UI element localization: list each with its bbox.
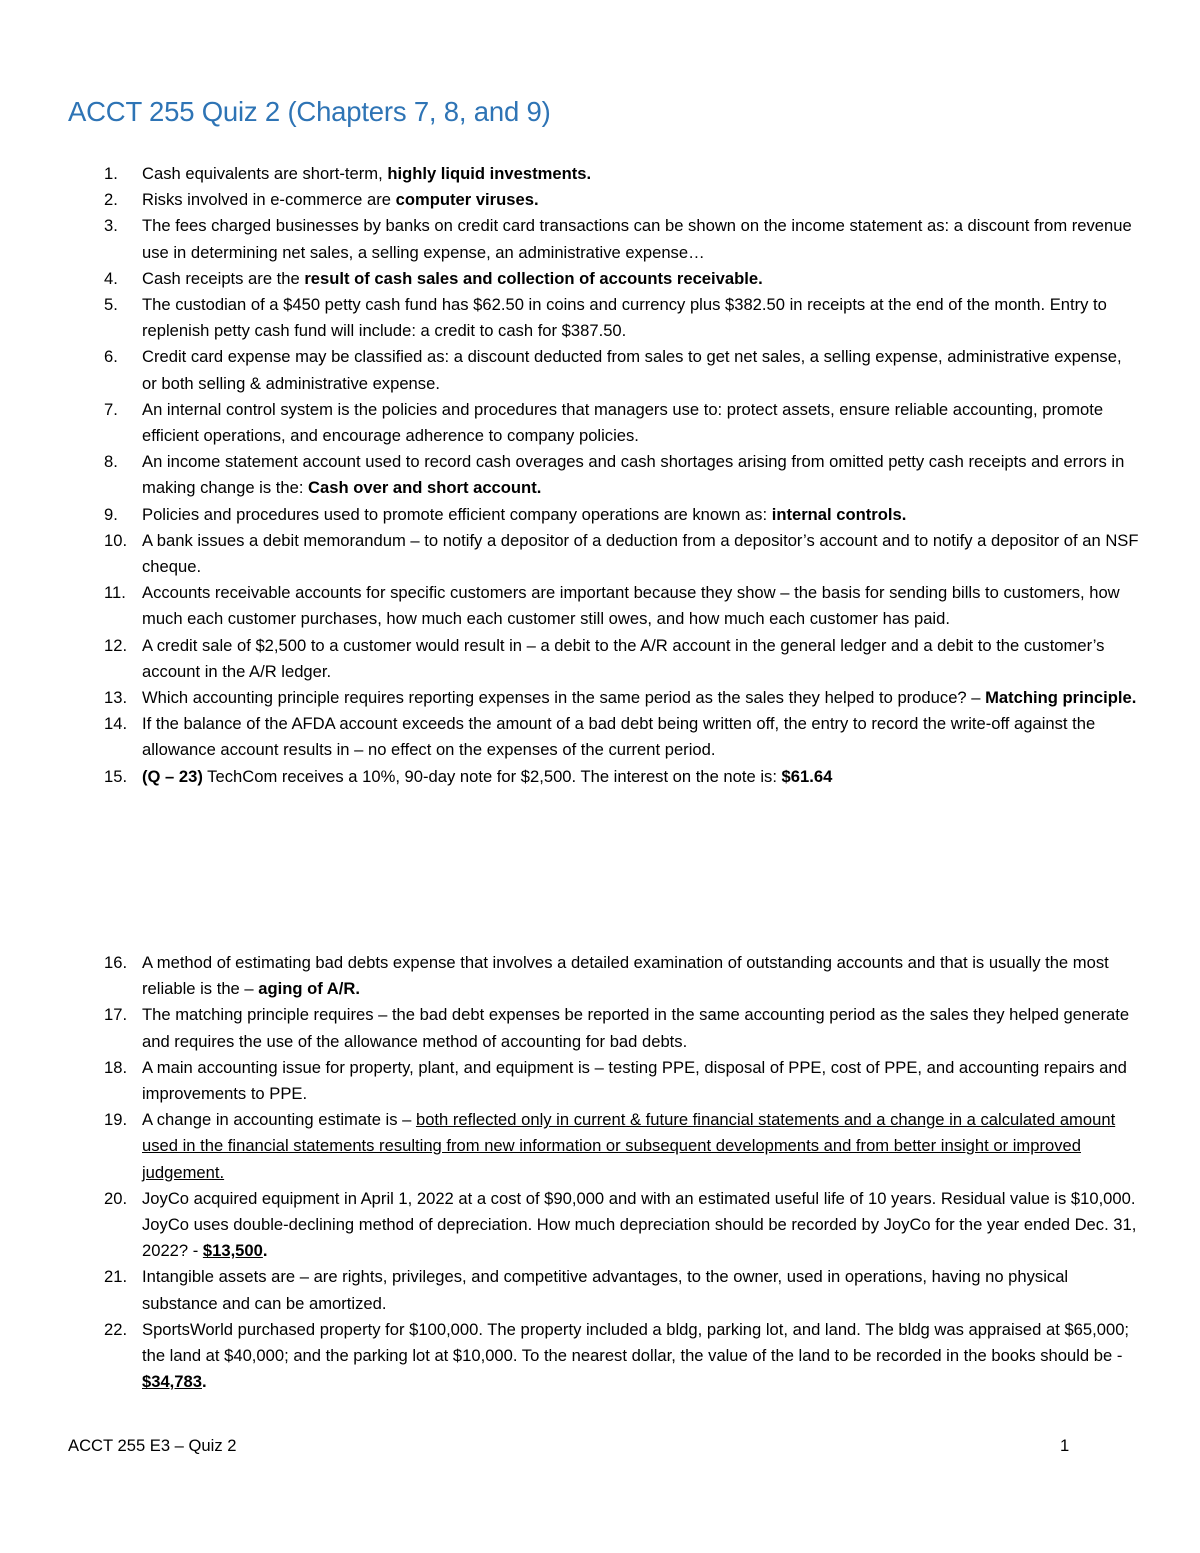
question-text: Policies and procedures used to promote efficient company operations are known as: xyxy=(142,504,772,524)
question-text: TechCom receives a 10%, 90-day note for $2,500. The interest on the note is: xyxy=(202,766,782,786)
question-item xyxy=(0,292,1200,344)
footer-page-number: 1 xyxy=(1060,1436,1070,1455)
question-item xyxy=(0,1186,1200,1265)
question-item xyxy=(0,266,1200,292)
answer-text: Matching principle. xyxy=(985,688,1137,708)
question-number: 14. xyxy=(104,714,128,734)
question-text: An income statement account used to record cash overages and cash shortages arising from omitted petty cash receipts and errors in making change is the: xyxy=(142,452,1125,498)
question-text: Cash receipts are the xyxy=(142,268,305,288)
question-number: 1. xyxy=(104,164,118,183)
question-number: 6. xyxy=(104,347,118,367)
question-number: 16. xyxy=(104,953,128,972)
question-text: A main accounting issue for property, plant, and equipment is – testing PPE, disposal of PPE, cost of PPE, and accounting repairs and improvements to PPE. xyxy=(142,1057,1127,1104)
question-number: 22. xyxy=(104,1319,128,1339)
question-text: The custodian of a $450 petty cash fund has $62.50 in coins and currency plus $382.50 in receipts at the end of the month. Entry to replenish petty cash fund will include: a credit to cash for $387.50. xyxy=(142,295,1107,341)
question-number: 20. xyxy=(104,1188,128,1208)
question-item xyxy=(0,711,1200,763)
question-number: 8. xyxy=(104,452,118,472)
answer-text: highly liquid investments. xyxy=(387,164,592,183)
question-number: 18. xyxy=(104,1057,128,1077)
question-list-part-2 xyxy=(0,950,1200,1395)
answer-text: $34,783 xyxy=(142,1372,202,1392)
question-text: If the balance of the AFDA account exceeds the amount of a bad debt being written off, the entry to record the write-off against the allowance account results in – no effect on the expenses of the current period. xyxy=(142,714,1096,760)
question-text: A credit sale of $2,500 to a customer would result in – a debit to the A/R account in the general ledger and a debit to the customer’s account in the A/R ledger. xyxy=(142,635,1105,681)
question-text: The fees charged businesses by banks on credit card transactions can be shown on the income statement as: a discount from revenue use in determining net sales, a selling expense, an administrative expense… xyxy=(142,216,1132,262)
question-number: 17. xyxy=(104,1005,128,1025)
question-number: 13. xyxy=(104,688,128,708)
question-text: Risks involved in e-commerce are xyxy=(142,190,396,210)
answer-text: Cash over and short account. xyxy=(308,478,542,498)
question-text: Accounts receivable accounts for specific customers are important because they show – the basis for sending bills to customers, how much each customer purchases, how much each customer still owes, and how much each customer has paid. xyxy=(142,583,1120,629)
question-number: 19. xyxy=(104,1110,128,1130)
page-title: ACCT 255 Quiz 2 (Chapters 7, 8, and 9) xyxy=(68,96,551,127)
question-item xyxy=(0,950,1200,1002)
answer-text: internal controls. xyxy=(771,504,907,524)
question-item xyxy=(0,213,1200,265)
question-item xyxy=(0,1002,1200,1054)
question-text: Intangible assets are – are rights, privileges, and competitive advantages, to the owner, used in operations, having no physical substance and can be amortized. xyxy=(142,1267,1069,1313)
question-text: JoyCo acquired equipment in April 1, 2022 at a cost of $90,000 and with an estimated useful life of 10 years. Residual value is $10,000. JoyCo uses double-declining method of depreciation. How much depreciation should be recorded by JoyCo for the year ended Dec. 31, 2022? - xyxy=(142,1188,1137,1261)
question-item xyxy=(0,449,1200,501)
answer-text: result of cash sales and collection of accounts receivable. xyxy=(304,268,763,288)
question-text: The matching principle requires – the bad debt expenses be reported in the same accounting period as the sales they helped generate and requires the use of the allowance method of accounting for bad debts. xyxy=(142,1005,1130,1051)
question-text: A bank issues a debit memorandum – to notify a depositor of a deduction from a depositor’s account and to notify a depositor of an NSF cheque. xyxy=(142,530,1139,577)
answer-text: $61.64 xyxy=(781,766,833,786)
question-item xyxy=(0,397,1200,449)
answer-text: (Q – 23) xyxy=(142,766,203,786)
answer-text: $13,500 xyxy=(202,1241,263,1261)
question-number: 10. xyxy=(104,530,128,550)
answer-text: . xyxy=(262,1241,268,1261)
question-item xyxy=(0,344,1200,396)
question-number: 5. xyxy=(104,295,118,315)
footer-course-label: ACCT 255 E3 – Quiz 2 xyxy=(68,1436,237,1455)
question-item xyxy=(0,1055,1200,1107)
answer-text: aging of A/R. xyxy=(258,979,360,999)
question-item xyxy=(0,633,1200,685)
question-item xyxy=(0,161,1200,187)
question-list-part-1 xyxy=(0,161,1200,790)
question-item xyxy=(0,764,1200,790)
question-text: Which accounting principle requires reporting expenses in the same period as the sales they helped to produce? – xyxy=(142,688,986,708)
question-item xyxy=(0,580,1200,632)
answer-text: computer viruses. xyxy=(395,190,539,210)
question-number: 2. xyxy=(104,190,118,210)
question-text: An internal control system is the policies and procedures that managers use to: protect assets, ensure reliable accounting, promote efficient operations, and encourage adherence to company policies. xyxy=(142,399,1104,446)
answer-text: . xyxy=(201,1372,207,1392)
question-number: 9. xyxy=(104,504,118,524)
question-number: 3. xyxy=(104,216,118,236)
question-text: A method of estimating bad debts expense that involves a detailed examination of outstanding accounts and that is usually the most reliable is the – xyxy=(142,953,1109,999)
question-text: A change in accounting estimate is – xyxy=(142,1110,416,1130)
question-text: Credit card expense may be classified as: a discount deducted from sales to get net sales, a selling expense, administrative expense, or both selling & administrative expense. xyxy=(142,347,1122,393)
question-item xyxy=(0,1264,1200,1316)
question-item xyxy=(0,528,1200,580)
question-number: 15. xyxy=(104,766,128,786)
question-item xyxy=(0,685,1200,711)
question-number: 21. xyxy=(104,1267,128,1287)
question-item xyxy=(0,1317,1200,1396)
question-number: 11. xyxy=(104,583,126,603)
question-item xyxy=(0,502,1200,528)
question-text: Cash equivalents are short-term, xyxy=(142,164,388,183)
question-text: SportsWorld purchased property for $100,000. The property included a bldg, parking lot, and land. The bldg was appraised at $65,000; the land at $40,000; and the parking lot at $10,000. To the nearest dollar, the value of the land to be recorded in the books should be - xyxy=(142,1319,1130,1366)
question-number: 7. xyxy=(104,399,118,419)
question-item xyxy=(0,1107,1200,1186)
answer-text: both reflected only in current & future financial statements and a change in a calculated amount used in the financial statements resulting from new information or subsequent developments and from better insight or improved judgement. xyxy=(142,1110,1116,1182)
question-number: 4. xyxy=(104,268,118,288)
question-item xyxy=(0,187,1200,213)
question-number: 12. xyxy=(104,635,128,655)
